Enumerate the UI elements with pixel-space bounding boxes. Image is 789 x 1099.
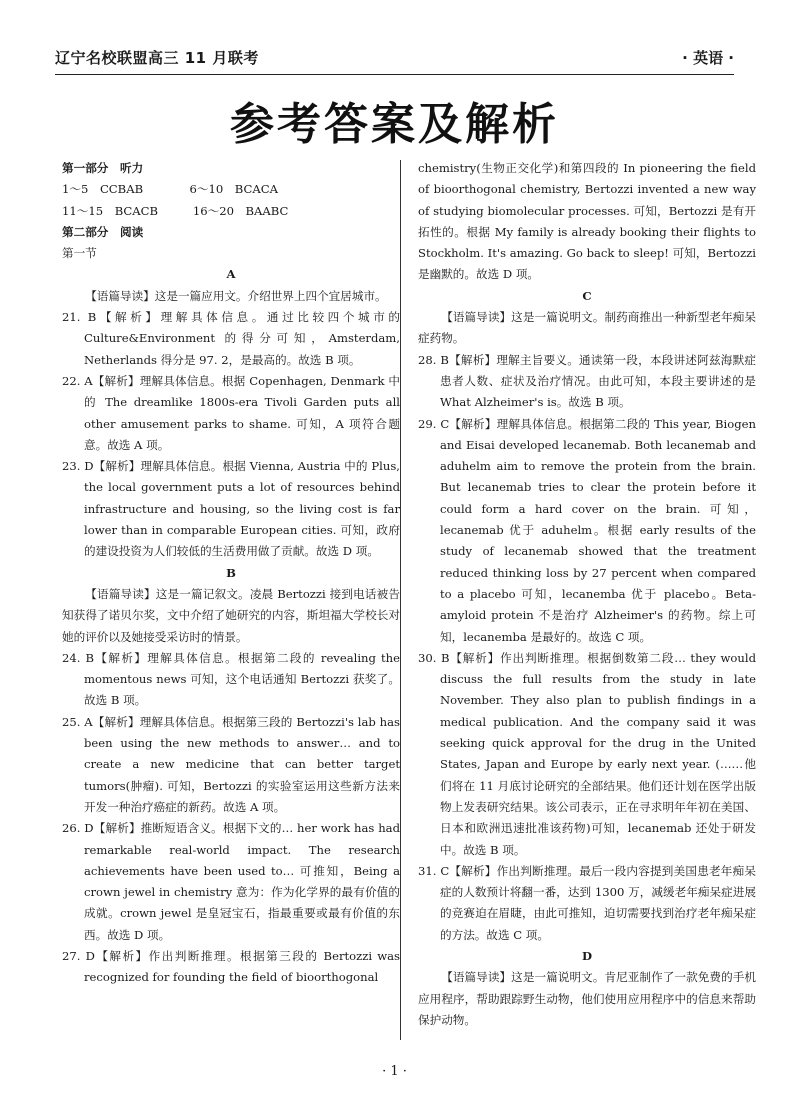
answer-item: 23. D【解析】理解具体信息。根据 Vienna, Austria 中的 Plus, the local government puts a lot of resources behind infrastructure and housing, so the living cost is far lower than in comparable European cities. 可知，政府的建设投资为人们较低的生活费用做了贡献。故选 D 项。 [62, 459, 400, 559]
document-title: 参考答案及解析 [230, 99, 559, 150]
exam-title: 辽宁名校联盟高三 11 月联考 [55, 49, 259, 67]
passage-guide: 【语篇导读】这是一篇应用文。介绍世界上四个宜居城市。 [85, 288, 387, 303]
answer-item: 25. A【解析】理解具体信息。根据第三段的 Bertozzi's lab has been using the new methods to answer… and to create a new medicine that can better target tumors(肿瘤). 可知，Bertozzi 的实验室运用这些新方法来开发一种治疗癌症的新药。故选 A 项。 [62, 714, 400, 814]
answer-item: 30. B【解析】作出判断推理。根据倒数第二段… they would discuss the full results from the study in late November. They also plan to publish findings in a medical publication. And the company said it was seeking quick approval for the drug in the United States, Japan and Europe by early next year. (……他们将在 11 月底讨论研究的全部结果。他们还计划在医学出版物上发表研究结果。该公司表示，正在寻求明年年初在美国、日本和欧洲迅速批准该药物)可知，lecanemab 还处于研发中。故选 B 项。 [418, 650, 756, 857]
answer-item: 28. B【解析】理解主旨要义。通读第一段，本段讲述阿兹海默症患者人数、症状及治疗情况。由此可知，本段主要讲述的是 What Alzheimer's is。故选 B 项。 [418, 352, 756, 410]
section-heading: 第二部分 阅读 [62, 224, 144, 239]
passage-guide: 【语篇导读】这是一篇说明文。制药商推出一种新型老年痴呆症药物。 [418, 310, 756, 346]
subject-label: · 英语 · [682, 49, 734, 67]
left-column [62, 158, 400, 989]
answer-row: 11～15 BCACB 16～20 BAABC [62, 203, 289, 218]
right-column [418, 158, 756, 1031]
page-number: · 1 · [382, 1064, 407, 1079]
answer-continuation: chemistry(生物正交化学)和第四段的 In pioneering the field of bioorthogonal chemistry, Bertozzi invented a new way of studying biomolecular processes. 可知，Bertozzi 是有开拓性的。根据 My family is already booking their flights to Stockholm. It's amazing. Go back to sleep! 可知，Bertozzi 是幽默的。故选 D 项。 [418, 161, 756, 282]
answer-item: 26. D【解析】推断短语含义。根据下文的… her work has had remarkable real-world impact. The research achievements have been used to… 可推知，Being a crown jewel in chemistry 意为：作为化学界的最有价值的成就。crown jewel 是皇冠宝石，指最重要或最有价值的东西。故选 D 项。 [62, 821, 400, 942]
passage-letter: D [581, 948, 593, 963]
answer-item: 27. D【解析】作出判断推理。根据第三段的 Bertozzi was recognized for founding the field of bioorthogonal [62, 948, 400, 985]
answer-item: 22. A【解析】理解具体信息。根据 Copenhagen, Denmark 中的 The dreamlike 1800s-era Tivoli Garden puts all other amusement parks to shame. 可知，A 项符合题意。故选 A 项。 [62, 373, 400, 452]
passage-letter: B [226, 565, 236, 580]
subsection-heading: 第一节 [62, 246, 97, 261]
passage-guide: 【语篇导读】这是一篇记叙文。凌晨 Bertozzi 接到电话被告知获得了诺贝尔奖，文中介绍了她研究的内容，斯坦福大学校长对她的评价以及她接受采访时的情景。 [62, 586, 400, 644]
answer-item: 21. B【解析】理解具体信息。通过比较四个城市的 Culture&Environment 的得分可知，Amsterdam, Netherlands 得分是 97. 2，是最高的。故选 B 项。 [62, 310, 400, 367]
answer-item: 24. B【解析】理解具体信息。根据第二段的 revealing the momentous news 可知，这个电话通知 Bertozzi 获奖了。故选 B 项。 [62, 650, 400, 708]
passage-letter: C [582, 288, 592, 303]
column-divider [400, 160, 401, 1040]
passage-guide: 【语篇导读】这是一篇说明文。肯尼亚制作了一款免费的手机应用程序，帮助跟踪野生动物，他们使用应用程序中的信息来帮助保护动物。 [418, 970, 756, 1027]
answer-row: 1～5 CCBAB 6～10 BCACA [62, 182, 279, 197]
page-header [55, 38, 734, 75]
passage-letter: A [226, 267, 236, 282]
answer-item: 31. C【解析】作出判断推理。最后一段内容提到美国患老年痴呆症的人数预计将翻一番，达到 1300 万，减缓老年痴呆症进展的竞赛迫在眉睫，由此可推知，迫切需要找到治疗老年痴呆症的方法。故选 C 项。 [418, 863, 756, 942]
section-heading: 第一部分 听力 [62, 161, 144, 175]
answer-item: 29. C【解析】理解具体信息。根据第二段的 This year, Biogen and Eisai developed lecanemab. Both lecanemab and aduhelm aim to remove the protein from the brain. But lecanemab tries to clear the protein before it could form a hard cover on the brain. 可知，lecanemab 优于 aduhelm。根据 early results of the study of lecanemab showed that the treatment reduced thinking loss by 27 percent when compared to a placebo 可知，lecanemba 优于 placebo。Beta-amyloid protein 不是治疗 Alzheimer's 的药物。综上可知，lecanemba 是最好的。故选 C 项。 [418, 416, 756, 644]
